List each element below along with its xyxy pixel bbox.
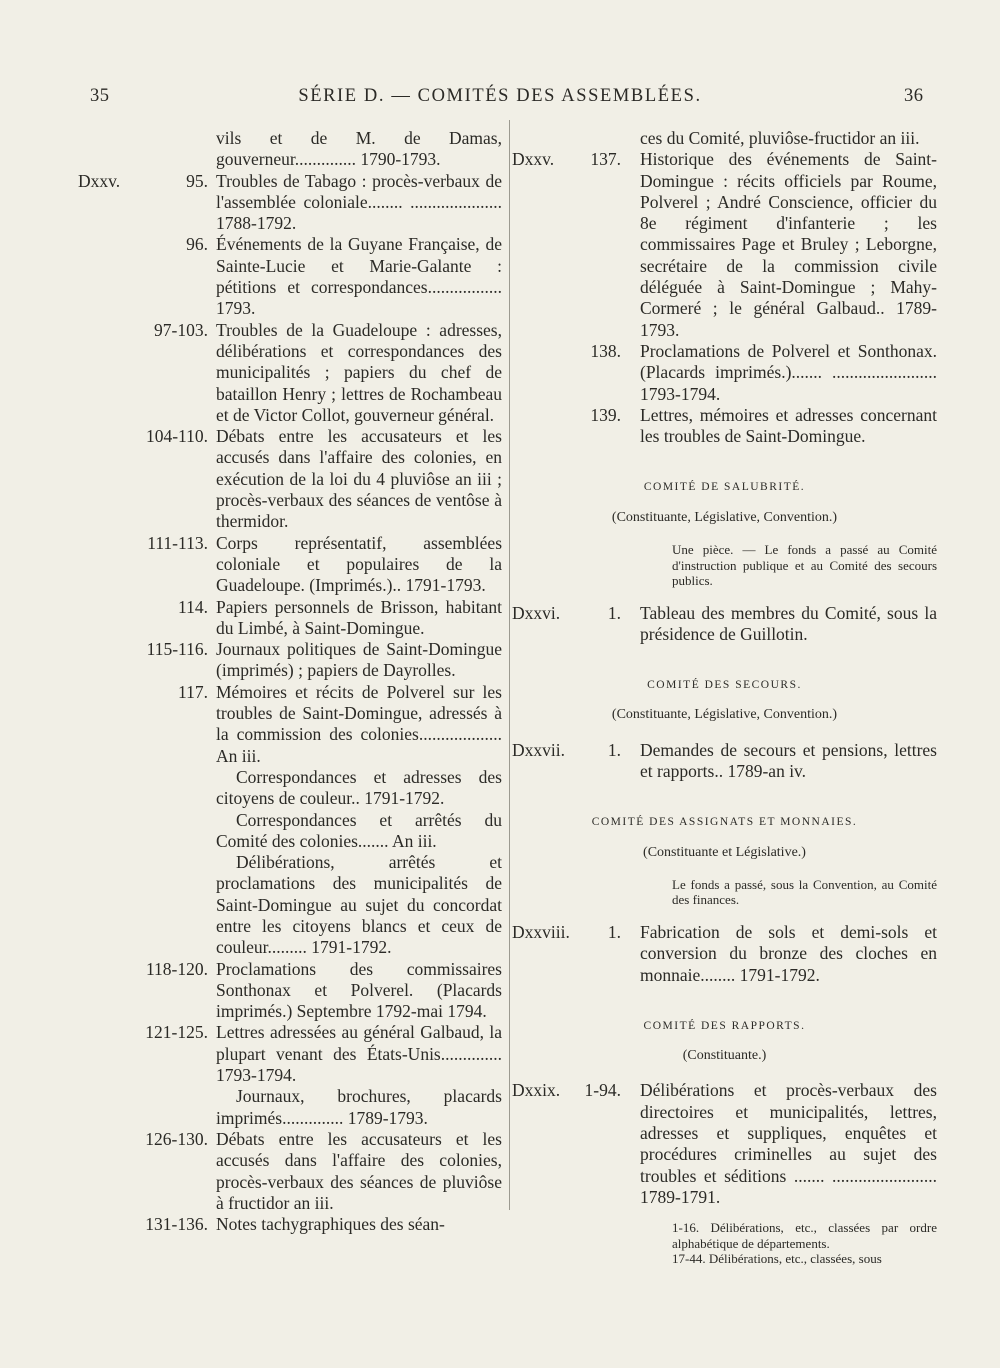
entry-text: Mémoires et récits de Polverel sur les troubles de Saint-Domingue, adressés à la commission des colonies................... An iii. — [216, 681, 502, 766]
item-number: 111-113. — [147, 532, 208, 553]
catalog-entry — [512, 740, 937, 783]
footnote: 17-44. Délibérations, etc., classées, sous — [672, 1251, 882, 1267]
section-subtitle: (Constituante, Législative, Convention.) — [611, 509, 838, 525]
item-number: 137. — [590, 149, 621, 170]
entry-text: Demandes de secours et pensions, lettres et rapports.. 1789-an iv. — [640, 739, 937, 782]
item-number: 115-116. — [146, 639, 208, 660]
item-number: 1. — [607, 921, 621, 942]
item-number: 121-125. — [145, 1022, 208, 1043]
catalog-entry — [78, 1214, 502, 1235]
entry-text: Proclamations des commissaires Sonthonax et Polverel. (Placards imprimés.) Septembre 1792-mai 1794. — [216, 958, 502, 1022]
entry-text: Débats entre les accusateurs et les accusés dans l'affaire des colonies, en exécution de la loi du 4 pluviôse an iii ; procès-verbaux des séances de ventôse à thermidor. — [216, 426, 502, 532]
series-code: Dxxix. — [512, 1080, 561, 1101]
entry-text: Fabrication de sols et demi-sols et conversion du bronze des cloches en monnaie........ 1791-1792. — [640, 921, 937, 985]
entry-text: Troubles de la Guadeloupe : adresses, délibérations et correspondances des municipalités ; papiers du chef de bataillon Henry ; lettres de Rochambeau et de Victor Collot, gouverneur général. — [216, 319, 502, 425]
catalog-entry — [512, 603, 937, 646]
entry-text: Journaux politiques de Saint-Domingue (imprimés) ; papiers de Dayrolles. — [216, 639, 502, 681]
series-code: Dxxv. — [78, 170, 121, 191]
series-code: Dxxvi. — [512, 602, 561, 623]
section-title: COMITÉ DE SALUBRITÉ. — [643, 481, 806, 494]
item-number: 1-94. — [584, 1080, 621, 1101]
item-number: 104-110. — [145, 426, 208, 447]
catalog-entry — [78, 639, 502, 682]
entry-text: Historique des événements de Saint-Domingue : récits officiels par Roume, Polverel ; André Conscience, officier du 8e régiment d'infanterie ; les commissaires Page et Bruley ; Leborgne, secrétaire de la commission civile déléguée à Saint-Domingue ; Mahy-Cormeré ; le général Galbaud.. 1789-1793. — [640, 149, 937, 340]
entry-text: Troubles de Tabago : procès-verbaux de l'assemblée coloniale........ ..................... 1788-1792. — [216, 170, 502, 234]
item-number: 139. — [590, 404, 621, 425]
catalog-entry — [78, 234, 502, 319]
section-subtitle: (Constituante et Législative.) — [643, 844, 806, 860]
series-code: Dxxv. — [512, 149, 555, 170]
entry-text: Événements de la Guyane Française, de Sainte-Lucie et Marie-Galante : pétitions et correspondances................. 1793. — [216, 234, 502, 319]
item-number: 1. — [607, 739, 621, 760]
entry-text: Notes tachygraphiques des séan- — [216, 1214, 445, 1235]
catalog-entry — [78, 171, 502, 235]
catalog-entry — [512, 341, 937, 405]
entry-subitem: Journaux, brochures, placards imprimés.............. 1789-1793. — [216, 1086, 502, 1128]
catalog-entry — [512, 1080, 937, 1208]
section-note: Le fonds a passé, sous la Convention, au Comité des finances. — [672, 876, 937, 908]
right-continuation: ces du Comité, pluviôse-fructidor an iii. — [640, 128, 920, 148]
entry-subitem: Délibérations, arrêtés et proclamations des municipalités de Saint-Domingue au sujet du concordat entre les citoyens blancs et ceux de couleur......... 1791-1792. — [216, 852, 502, 958]
footnote: 1-16. Délibérations, etc., classées par ordre alphabétique de départements. — [672, 1220, 937, 1251]
entry-text: Papiers personnels de Brisson, habitant du Limbé, à Saint-Domingue. — [216, 596, 502, 638]
item-number: 131-136. — [145, 1214, 208, 1235]
page-number-left: 35 — [90, 86, 110, 106]
series-code: Dxxvii. — [512, 739, 565, 760]
section-subtitle: (Constituante, Législative, Convention.) — [611, 707, 838, 723]
section-entries — [512, 603, 937, 646]
right-column — [512, 128, 937, 1267]
section-title: COMITÉ DES ASSIGNATS ET MONNAIES. — [591, 816, 858, 829]
entry-subitem: Correspondances et arrêtés du Comité des colonies....... An iii. — [216, 809, 502, 851]
entry-text: Débats entre les accusateurs et les accusés dans l'affaire des colonies, procès-verbaux des séances de pluviôse à fructidor an iii. — [216, 1128, 502, 1213]
catalog-entry — [512, 405, 937, 448]
catalog-entry — [78, 1022, 502, 1128]
page-number-right: 36 — [904, 86, 924, 106]
catalog-entry — [512, 149, 937, 341]
section-title: COMITÉ DES SECOURS. — [647, 679, 802, 692]
item-number: 95. — [186, 170, 208, 191]
section-note: Une pièce. — Le fonds a passé au Comité d'instruction publique et au Comité des secours publics. — [672, 542, 937, 589]
item-number: 97-103. — [154, 319, 208, 340]
left-continuation: vils et de M. de Damas, gouverneur.............. 1790-1793. — [216, 128, 502, 170]
catalog-entry — [78, 682, 502, 959]
catalog-entry — [78, 959, 502, 1023]
catalog-entry — [512, 922, 937, 986]
entry-subitem: Correspondances et adresses des citoyens de couleur.. 1791-1792. — [216, 766, 502, 809]
entry-text: Proclamations de Polverel et Sonthonax. (Placards imprimés.)....... ........................ 1793-1794. — [640, 340, 937, 404]
item-number: 117. — [178, 681, 208, 702]
section-title: COMITÉ DES RAPPORTS. — [643, 1019, 806, 1032]
item-number: 114. — [178, 596, 208, 617]
catalog-entry — [78, 1129, 502, 1214]
section-entries — [512, 922, 937, 986]
entry-text: Lettres adressées au général Galbaud, la plupart venant des États-Unis.............. 1793-1794. — [216, 1022, 502, 1086]
catalog-entry — [78, 426, 502, 532]
entry-text: Corps représentatif, assemblées coloniale et populaires de la Guadeloupe. (Imprimés.).. 1791-1793. — [216, 532, 502, 596]
right-entries — [512, 149, 937, 447]
catalog-entry — [78, 533, 502, 597]
item-number: 1. — [607, 602, 621, 623]
item-number: 118-120. — [145, 958, 208, 979]
left-entries — [78, 171, 502, 1236]
item-number: 126-130. — [145, 1128, 208, 1149]
entry-text: Tableau des membres du Comité, sous la présidence de Guillotin. — [640, 602, 937, 644]
running-title: SÉRIE D. — COMITÉS DES ASSEMBLÉES. — [298, 86, 702, 106]
section-subtitle: (Constituante.) — [682, 1048, 767, 1064]
item-number: 138. — [590, 340, 621, 361]
right-sections — [512, 477, 937, 1266]
catalog-entry — [78, 320, 502, 426]
entry-text: Délibérations et procès-verbaux des directoires et municipalités, lettres, adresses et suppliques, enquêtes et procédures criminelles au sujet des troubles et séditions ....... ........................ 1789-1791. — [640, 1080, 937, 1207]
entry-text: Lettres, mémoires et adresses concernant les troubles de Saint-Domingue. — [640, 404, 937, 447]
catalog-entry — [78, 597, 502, 640]
item-number: 96. — [186, 234, 208, 255]
column-divider — [509, 120, 510, 1210]
section-entries — [512, 740, 937, 783]
section-entries — [512, 1080, 937, 1208]
series-code: Dxxviii. — [512, 921, 570, 942]
left-column — [78, 128, 502, 1235]
